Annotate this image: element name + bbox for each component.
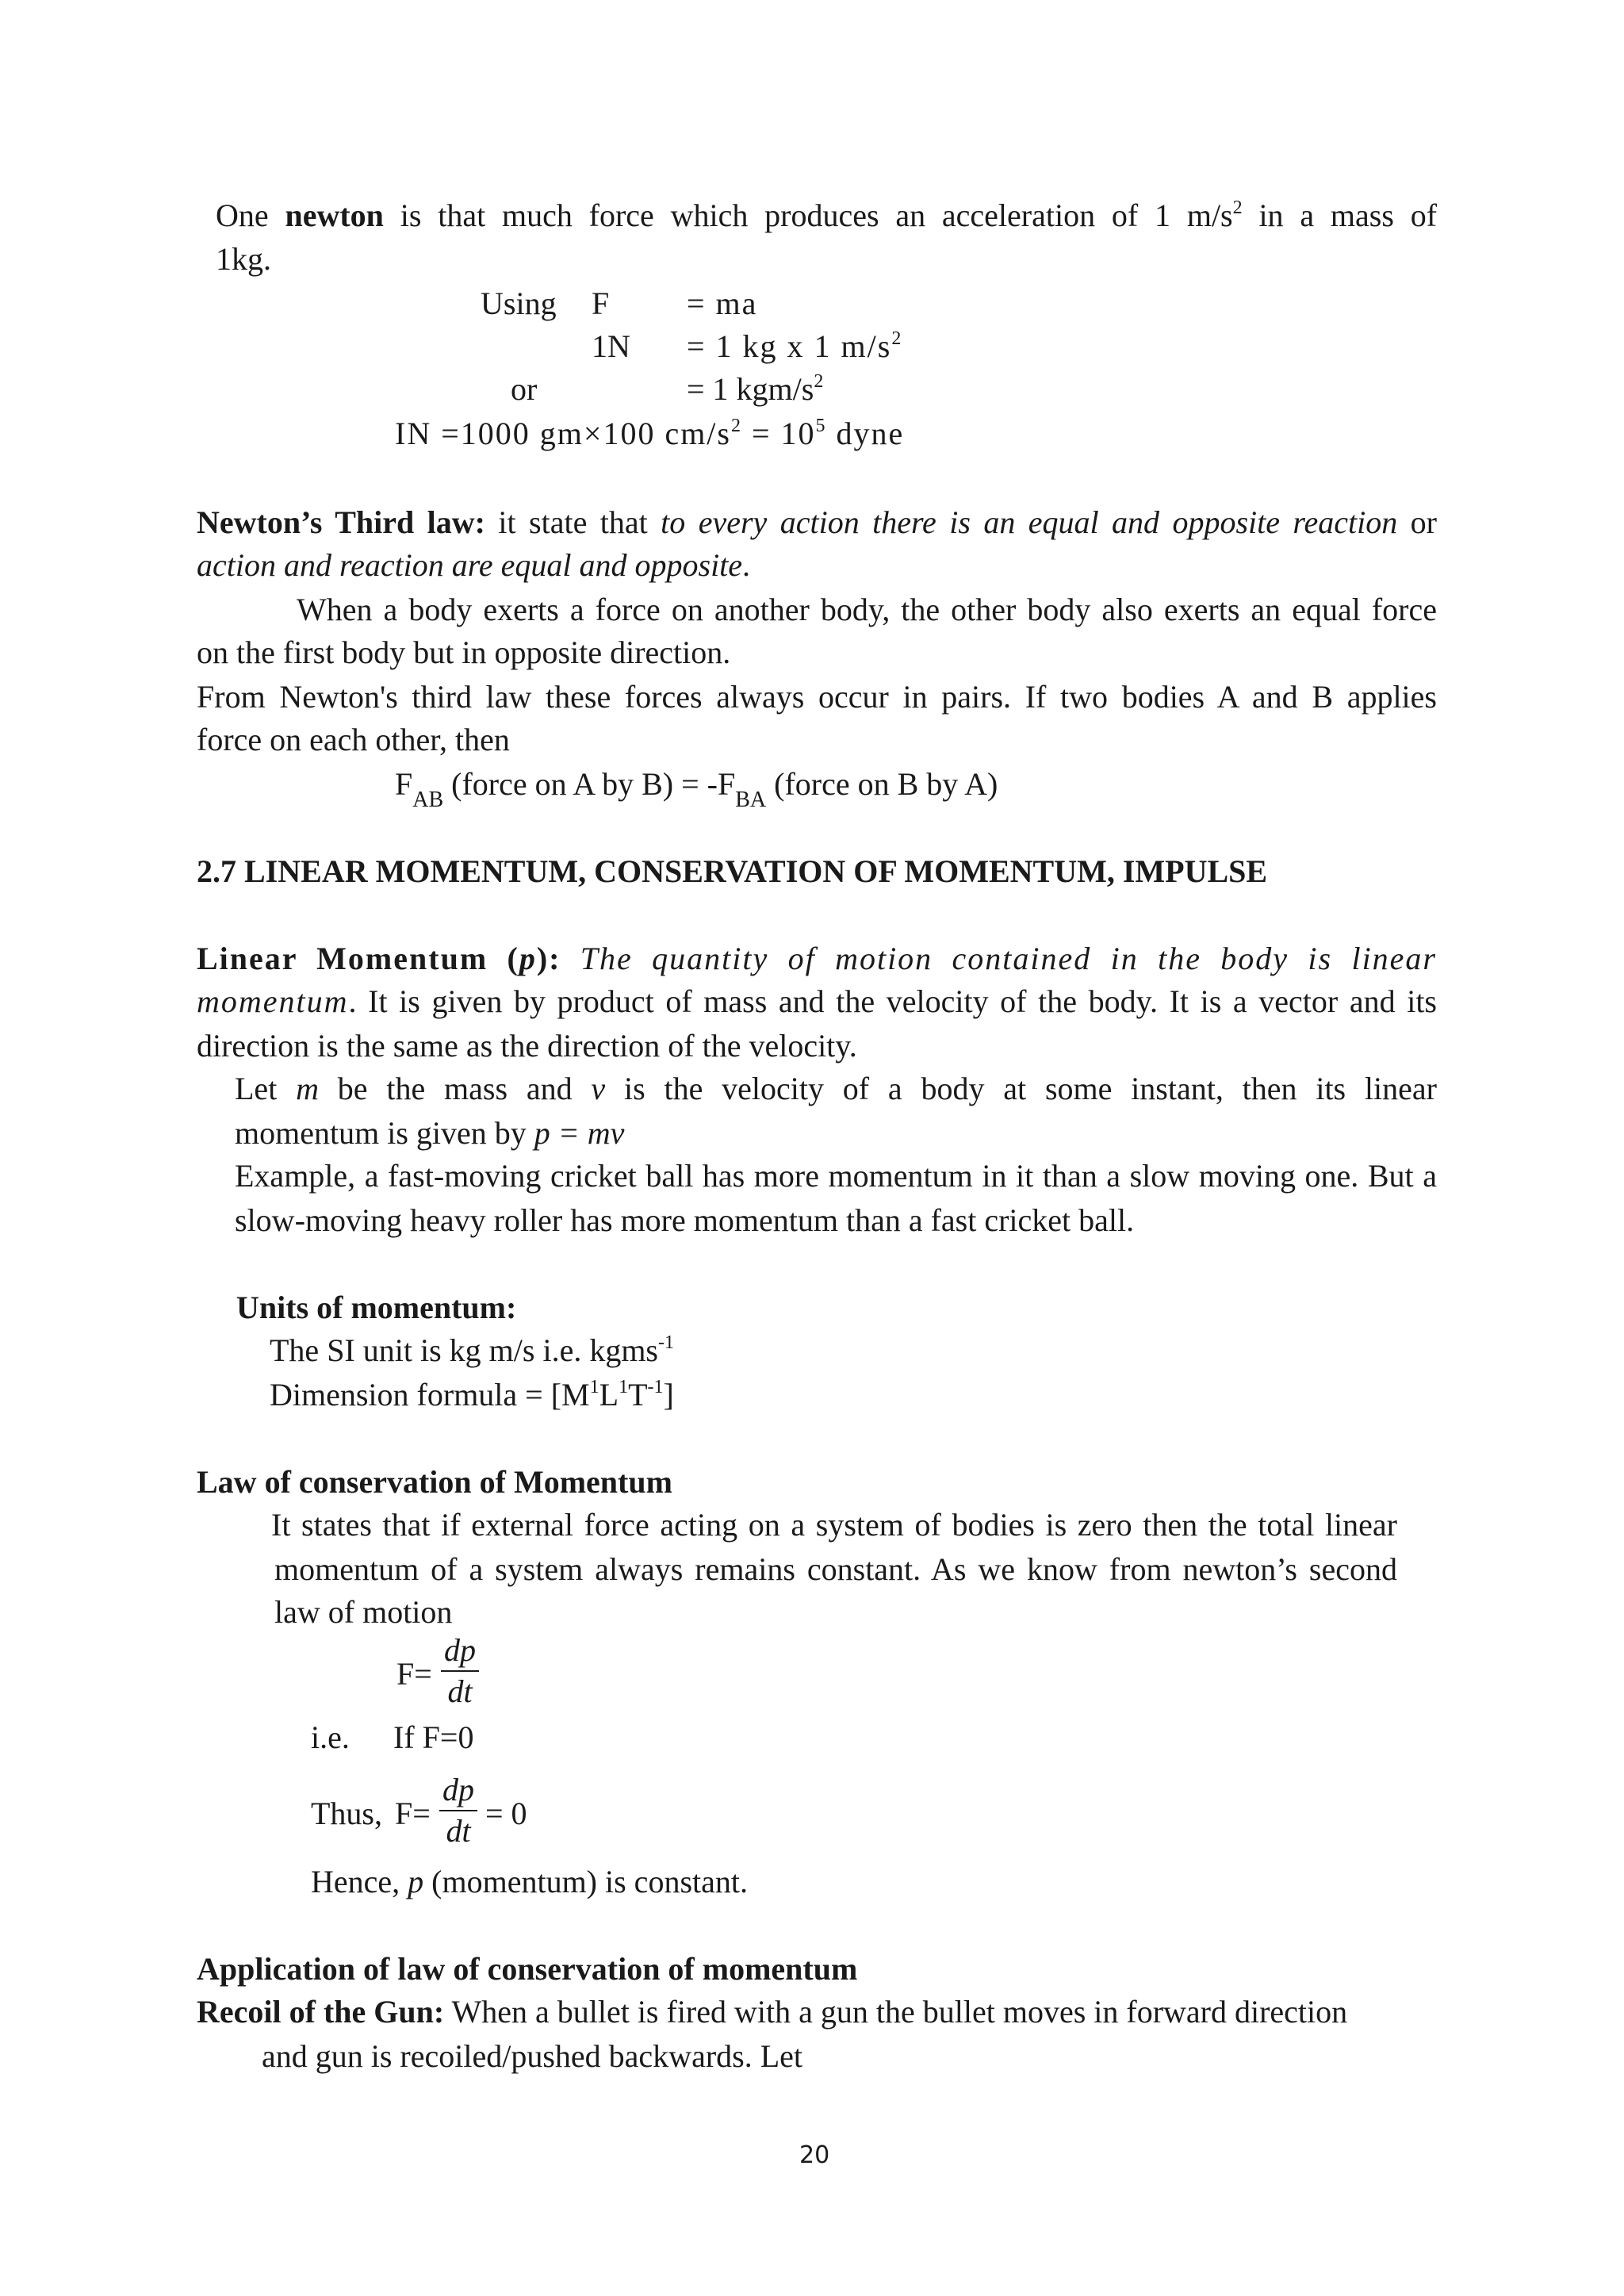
third-law-para2-line2: on the first body but in opposite direction. [197, 634, 731, 670]
newton-definition-line2: 1kg. [216, 241, 271, 277]
eq-ifF0: If F=0 [393, 1719, 474, 1755]
units-heading: Units of momentum: [236, 1290, 517, 1325]
momentum-given-line: momentum is given by p = mv [235, 1115, 625, 1151]
calc-ma: = ma [687, 286, 758, 321]
eq-F2-label: F= [395, 1796, 431, 1831]
conservation-line2: momentum of a system always remains constant. As we know from newton’s second [274, 1551, 1397, 1587]
recoil-line1: Recoil of the Gun: When a bullet is fired with a gun the bullet moves in forward direction [197, 1994, 1348, 2030]
conservation-heading: Law of conservation of Momentum [197, 1464, 672, 1500]
recoil-line2: and gun is recoiled/pushed backwards. Let [262, 2038, 803, 2074]
calc-eq2: = 1 kg x 1 $m/s^2$ [687, 328, 903, 364]
third-law-line2: action and reaction are equal and opposite. [197, 547, 751, 583]
calc-using: Using [481, 286, 557, 321]
application-heading: Application of law of conservation of momentum [197, 1951, 858, 1987]
calc-1N: 1N [592, 328, 630, 364]
recoil-heading: Recoil of the Gun: [197, 1994, 445, 2030]
newton-definition-line1: One newton is that much force which produces an acceleration of 1 $m/s^2$ in a mass of [216, 197, 1438, 233]
calc-conversion: IN =1000 gm×100 $cm/s^2 = 10^5$ dyne [395, 416, 905, 451]
momentum-let-line: Let m be the mass and v is the velocity of a body at some instant, then its linear [235, 1071, 1437, 1106]
units-si: The SI unit is kg m/s i.e. kgms$^{-1}$ [270, 1332, 674, 1368]
eq-F1-label: F= [396, 1656, 432, 1692]
section-heading: 2.7 LINEAR MOMENTUM, CONSERVATION OF MOMENTUM, IMPULSE [197, 853, 1268, 889]
momentum-line1: Linear Momentum (p): The quantity of motion contained in the body is linear [197, 941, 1437, 976]
eq-dpdt-fraction-2: dp dt [439, 1772, 477, 1849]
page-number: 20 [799, 2141, 830, 2169]
third-law-para3-line2: force on each other, then [197, 722, 510, 757]
third-law-para3-line1: From Newton's third law these forces always occur in pairs. If two bodies A and B applies [197, 679, 1437, 715]
momentum-example-line2: slow-moving heavy roller has more momentum than a fast cricket ball. [235, 1202, 1135, 1238]
calc-F: F [592, 286, 610, 321]
units-dimension: Dimension formula = $[M^1L^1T^{-1}]$ [270, 1377, 674, 1412]
third-law-para2-line1: When a body exerts a force on another body, the other body also exerts an equal force [297, 592, 1437, 627]
eq-thus: Thus, [311, 1796, 382, 1831]
eq-zero: = 0 [485, 1796, 527, 1831]
third-law-line1: Newton’s Third law: it state that to every action there is an equal and opposite reaction or [197, 504, 1437, 540]
calc-eq3: = 1 kgm/$s^2$ [687, 371, 824, 407]
momentum-example-line1: Example, a fast-moving cricket ball has more momentum in it than a slow moving one. But a [235, 1158, 1437, 1194]
momentum-heading: Linear Momentum (p): [197, 941, 561, 976]
momentum-line3: direction is the same as the direction of the velocity. [197, 1028, 857, 1064]
conservation-hence: Hence, p (momentum) is constant. [311, 1864, 748, 1899]
conservation-line1: It states that if external force acting on a system of bodies is zero then the total linear [271, 1507, 1397, 1543]
calc-or: or [511, 371, 538, 407]
third-law-heading: Newton’s Third law: [197, 504, 485, 540]
eq-dpdt-fraction-1: dp dt [441, 1632, 479, 1710]
momentum-line2: momentum. It is given by product of mass and the velocity of the body. It is a vector and its [197, 983, 1437, 1019]
third-law-equation: $F_{AB}$ (force on A by $B) = -F_{BA}$ (force on B by A) [395, 766, 998, 812]
newton-term: newton [285, 197, 384, 233]
conservation-line3: law of motion [274, 1594, 453, 1630]
eq-ie: i.e. [311, 1719, 350, 1755]
